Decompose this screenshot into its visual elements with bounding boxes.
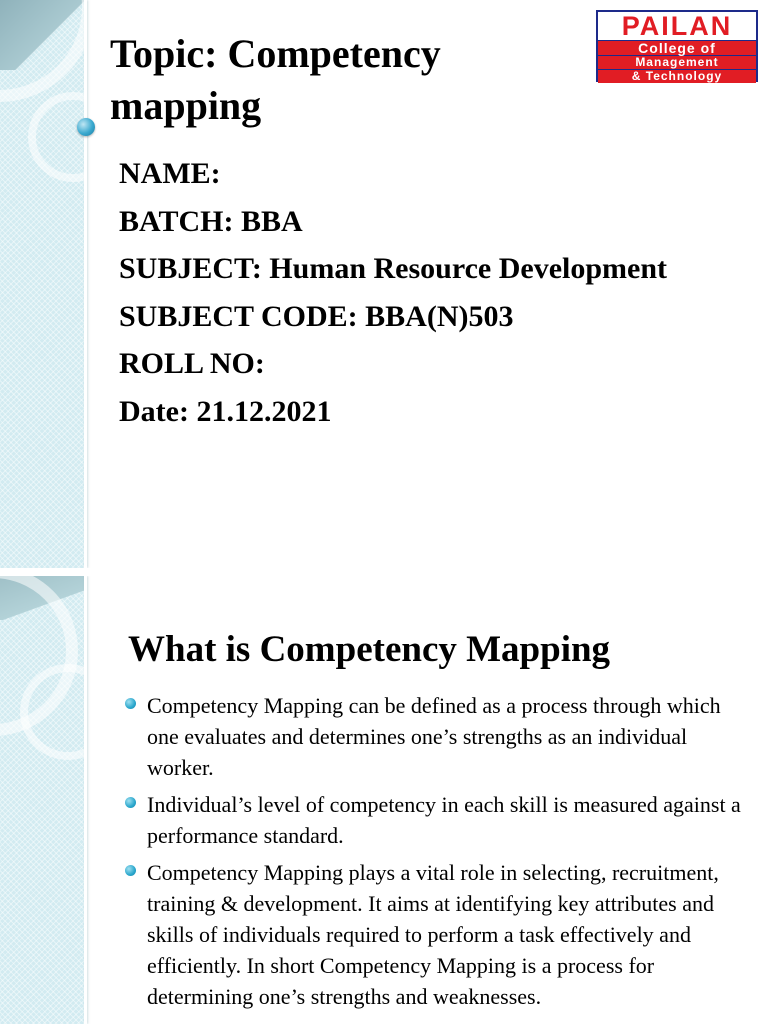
decorative-ring-small [28, 92, 118, 182]
bullet-dot-icon [125, 865, 136, 876]
info-name: NAME: [119, 157, 221, 190]
info-roll-no: ROLL NO: [119, 347, 265, 380]
bullet-dot-icon [125, 797, 136, 808]
bullet-dot-icon [125, 698, 136, 709]
logo-name: PAILAN [621, 10, 733, 41]
bullet-text: Competency Mapping plays a vital role in selecting, recruitment, training & development. It aims at identifying key attributes and skills of individuals required to perform a task effectively and efficiently. In short Competency Mapping is a process for determining one’s strengths and weaknesses. [147, 860, 719, 1009]
slide-separator [0, 568, 768, 576]
college-logo [596, 10, 758, 82]
bullet-item [123, 690, 753, 783]
logo-line-2: Management [598, 56, 756, 69]
logo-line-1: College of [598, 41, 756, 55]
info-subject: SUBJECT: Human Resource Development [119, 252, 668, 285]
logo-wordmark [598, 12, 756, 40]
info-date: Date: 21.12.2021 [119, 394, 332, 428]
slide-title: Topic: Competency mapping [110, 31, 441, 128]
decorative-ring-small [20, 664, 116, 760]
bullet-text: Individual’s level of competency in each skill is measured against a performance standard. [147, 792, 741, 848]
band-divider [84, 0, 87, 568]
bullet-item [123, 857, 753, 1012]
logo-line-3: & Technology [598, 70, 756, 83]
content-slide [0, 576, 768, 1024]
student-info-list [119, 150, 667, 435]
slide-heading: What is Competency Mapping [128, 629, 611, 670]
decorative-dot-icon [77, 118, 95, 136]
info-subject-code: SUBJECT CODE: BBA(N)503 [119, 299, 514, 333]
bullet-text: Competency Mapping can be defined as a process through which one evaluates and determines one’s strengths as an individual worker. [147, 693, 721, 780]
definition-bullets [123, 690, 753, 1018]
info-batch: BATCH: BBA [119, 204, 303, 238]
band-divider [84, 576, 87, 1024]
bullet-item [123, 789, 753, 851]
